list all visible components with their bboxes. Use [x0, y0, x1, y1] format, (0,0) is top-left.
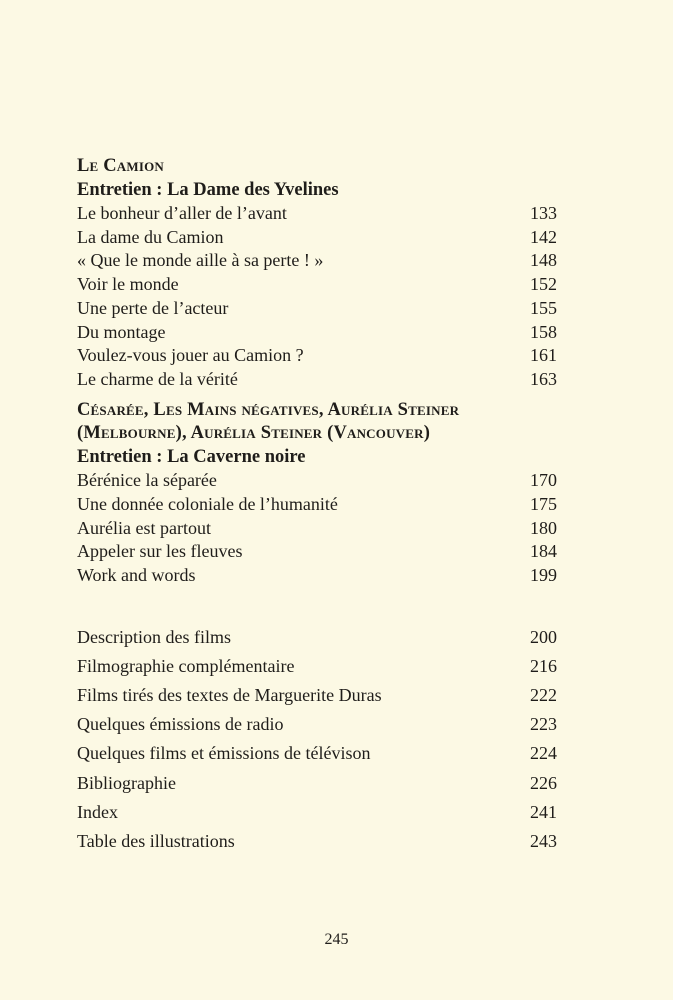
toc-entry: [77, 540, 557, 564]
entry-page: 170: [530, 470, 557, 491]
entry-title: Filmographie complémentaire: [77, 655, 295, 676]
entry-page: 226: [530, 772, 557, 793]
entry-title: Bérénice la séparée: [77, 470, 217, 491]
entry-page: 199: [530, 564, 557, 585]
entry-page: 180: [530, 517, 557, 538]
entry-title: Work and words: [77, 564, 196, 585]
toc-entry: [77, 297, 557, 321]
toc-entry: [77, 249, 557, 273]
table-of-contents: [77, 155, 557, 856]
toc-entry: [77, 798, 557, 827]
entry-page: 223: [530, 714, 557, 735]
entry-title: Description des films: [77, 626, 231, 647]
entry-title: Table des illustrations: [77, 831, 235, 852]
entry-page: 243: [530, 831, 557, 852]
entry-title: Une donnée coloniale de l’humanité: [77, 493, 338, 514]
entry-page: 224: [530, 743, 557, 764]
entry-page: 142: [530, 226, 557, 247]
toc-entry: [77, 739, 557, 768]
entry-page: 200: [530, 626, 557, 647]
section-subheading: Entretien : La Dame des Yvelines: [77, 179, 339, 200]
entry-page: 222: [530, 685, 557, 706]
toc-entry: [77, 321, 557, 345]
entry-title: Voulez-vous jouer au Camion ?: [77, 345, 304, 366]
entry-title: Une perte de l’acteur: [77, 297, 229, 318]
entry-page: 163: [530, 368, 557, 389]
toc-entry: [77, 368, 557, 392]
toc-entry: [77, 769, 557, 798]
entry-title: Index: [77, 801, 118, 822]
entry-title: Appeler sur les fleuves: [77, 541, 243, 562]
toc-entry: [77, 652, 557, 681]
entry-page: 184: [530, 541, 557, 562]
toc-entry: [77, 681, 557, 710]
toc-entry: [77, 517, 557, 541]
section-subheading: Entretien : La Caverne noire: [77, 446, 306, 467]
toc-entry: [77, 226, 557, 250]
entry-title: Bibliographie: [77, 772, 176, 793]
toc-entry: [77, 564, 557, 588]
entry-title: Quelques films et émissions de télévison: [77, 743, 371, 764]
entry-page: 148: [530, 250, 557, 271]
entry-title: Films tirés des textes de Marguerite Duras: [77, 685, 382, 706]
section-heading-continued: (Melbourne), Aurélia Steiner (Vancouver): [77, 423, 431, 444]
entry-title: Du montage: [77, 321, 166, 342]
entry-page: 152: [530, 274, 557, 295]
toc-entry: [77, 623, 557, 652]
entry-title: Le charme de la vérité: [77, 368, 238, 389]
entry-page: 161: [530, 345, 557, 366]
entry-title: Voir le monde: [77, 274, 179, 295]
toc-entry: [77, 469, 557, 493]
section-heading: Le Camion: [77, 156, 165, 176]
entry-title: Aurélia est partout: [77, 517, 211, 538]
toc-entry: [77, 202, 557, 226]
entry-page: 158: [530, 321, 557, 342]
entry-title: « Que le monde aille à sa perte ! »: [77, 250, 324, 271]
toc-section-le-camion: [77, 155, 557, 392]
entry-title: Le bonheur d’aller de l’avant: [77, 203, 287, 223]
toc-entry: [77, 827, 557, 856]
toc-entry: [77, 273, 557, 297]
entry-page: 216: [530, 655, 557, 676]
toc-entry: [77, 493, 557, 517]
toc-entry: [77, 710, 557, 739]
section-heading: Césarée, Les Mains négatives, Aurélia Steiner: [77, 399, 460, 420]
toc-entry: [77, 344, 557, 368]
entry-title: Quelques émissions de radio: [77, 714, 284, 735]
page-number: 245: [324, 931, 349, 948]
entry-title: La dame du Camion: [77, 226, 224, 247]
toc-back-matter: [77, 623, 557, 857]
entry-page: 133: [530, 203, 557, 223]
entry-page: 155: [530, 297, 557, 318]
toc-section-cesaree: [77, 399, 557, 588]
entry-page: 241: [530, 801, 557, 822]
entry-page: 175: [530, 493, 557, 514]
